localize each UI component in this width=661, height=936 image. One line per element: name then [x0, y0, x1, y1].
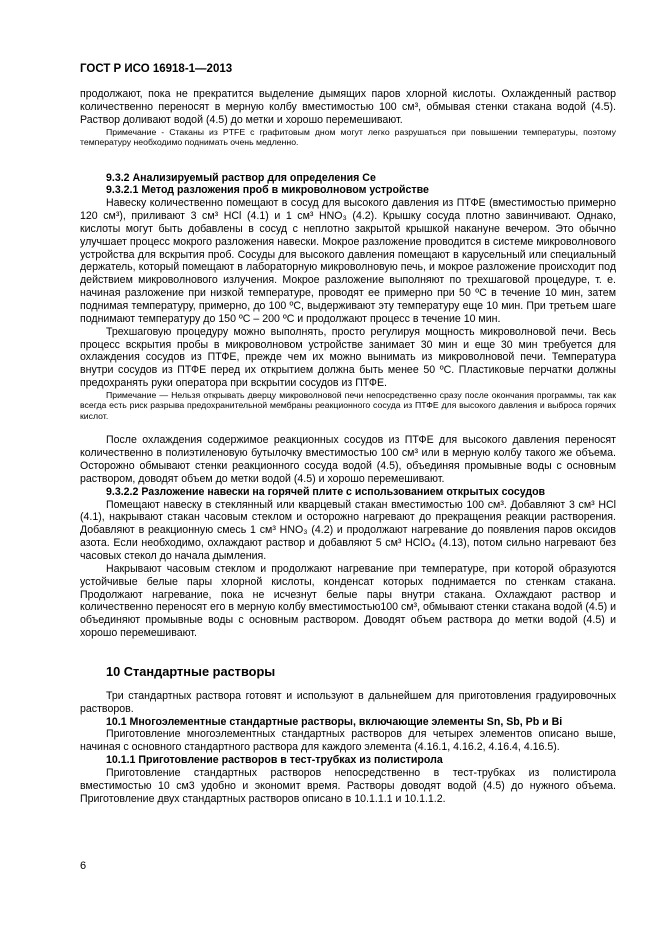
- paragraph: Навеску количественно помещают в сосуд для высокого давления из ПТФЕ (вместимостью примерно 120 см³), приливают 3 см³ HCl (4.1) и 1 см³ HNO₃ (4.2). Крышку сосуда плотно завинчивают. Однако, кислоты могут быть добавлены в сосуд с неплотно закрытой крышкой накануне вечером. Это обычно улучшает процесс мокрого разложения навески. Мокрое разложение проводится в системе микроволнового устройства для вскрытия проб. Сосуды для высокого давления помещают в карусельный или специальный держатель, который помещают в лабораторную микроволновую печь, и мокрое разложение происходит под действием микроволнового излучения. Мокрое разложение выполняют по трехшаговой процедуре, т. е. начиная разложение при низкой температуре, проводят ее примерно при 50 ºC в течение 10 мин, затем поднимая температуру, примерно, до 100 ºC, выдерживают эту температуру еще 10 мин. При третьем шаге поднимают температуру до 150 ºC – 200 ºC и продолжают процесс в течение 10 мин.: [80, 197, 616, 325]
- paragraph: продолжают, пока не прекратится выделение дымящих паров хлорной кислоты. Охлажденный раствор количественно переносят в мерную колбу вместимостью 100 см³, обмывая стенки стакана водой (4.5). Раствор доливают водой (4.5) до метки и хорошо перемешивают.: [80, 88, 616, 126]
- paragraph: Приготовление многоэлементных стандартных растворов для четырех элементов описано выше, начиная с основного стандартного раствора для каждого элемента (4.16.1, 4.16.2, 4.16.4, 4.16.5).: [80, 728, 616, 754]
- document-header: ГОСТ Р ИСО 16918-1—2013: [80, 63, 233, 75]
- note: Примечание - Стаканы из PTFE с графитовым дном могут легко разрушаться при повышении температуры, поэтому температуру необходимо поднимать очень медленно.: [80, 126, 616, 148]
- document-body: [80, 88, 616, 805]
- section-heading: 9.3.2.2 Разложение навески на горячей плите с использованием открытых сосудов: [106, 485, 546, 498]
- note: Примечание — Нельзя открывать дверцу микроволновой печи непосредственно сразу после окончания программы, так как всегда есть риск разрыва предохранительной мембраны реакционного сосуда из ПТФЕ для высокого давления и выброса горячих кислот.: [80, 389, 616, 421]
- section-heading: 9.3.2 Анализируемый раствор для определения Се: [106, 171, 376, 184]
- paragraph: Накрывают часовым стеклом и продолжают нагревание при температуре, при которой образуются устойчивые белые пары хлорной кислоты, конденсат которых поднимается по стенкам стакана. Продолжают нагревание, пока не исчезнут белые пары внутри стакана. Охлаждают раствор и количественно переносят его в мерную колбу вместимостью100 см³, обмывают стенки стакана водой (4.5) и объединяют промывные воды с основным раствором. Доводят объем раствора до метки водой (4.5) и хорошо перемешивают.: [80, 562, 616, 640]
- page-number: 6: [80, 860, 87, 872]
- section-heading: 10.1 Многоэлементные стандартные растворы, включающие элементы Sn, Sb, Pb и Bi: [106, 715, 563, 728]
- section-heading: 9.3.2.1 Метод разложения проб в микроволновом устройстве: [106, 184, 429, 197]
- chapter-heading: 10 Стандартные растворы: [106, 663, 276, 679]
- paragraph: Трехшаговую процедуру можно выполнять, просто регулируя мощность микроволновой печи. Весь процесс вскрытия пробы в микроволновом устройстве занимает 30 мин и еще 30 мин требуется для охлаждения сосудов из ПТФЕ, прежде чем их можно вынимать из микроволновой печи. Температура внутри сосудов из ПТФЕ перед их открытием должна быть менее 50 ºC. Пластиковые перчатки должны предохранять руки оператора при вскрытии сосудов из ПТФЕ.: [80, 325, 616, 390]
- paragraph: Помещают навеску в стеклянный или кварцевый стакан вместимостью 100 см³. Добавляют 3 см³ HCl (4.1), накрывают стакан часовым стеклом и осторожно нагревают до прекращения реакции растворения. Добавляют в реакционную смесь 1 см³ HNO₃ (4.2) и продолжают нагревание до появления паров оксидов азота. Если необходимо, охлаждают раствор и добавляют 5 см³ HClO₄ (4.13), потом сильно нагревают без часовых стекол до начала дымления.: [80, 498, 616, 562]
- paragraph: Три стандартных раствора готовят и используют в дальнейшем для приготовления градуировочных растворов.: [80, 689, 616, 715]
- paragraph: Приготовление стандартных растворов непосредственно в тест-трубках из полистирола вместимостью 10 см3 удобно и экономит время. Растворы доводят водой (4.5) до нужного объема. Приготовление двух стандартных растворов описано в 10.1.1.1 и 10.1.1.2.: [80, 766, 616, 805]
- section-heading: 10.1.1 Приготовление растворов в тест-трубках из полистирола: [106, 754, 443, 767]
- paragraph: После охлаждения содержимое реакционных сосудов из ПТФЕ для высокого давления переносят количественно в полиэтиленовую бутылочку вместимостью 100 см³ или в мерную колбу такого же объема. Осторожно обмывают стенки реакционного сосуда водой (4.5), объединяя промывные воды с основным раствором, доводят объем до метки водой (4.5) и хорошо перемешивают.: [80, 434, 616, 485]
